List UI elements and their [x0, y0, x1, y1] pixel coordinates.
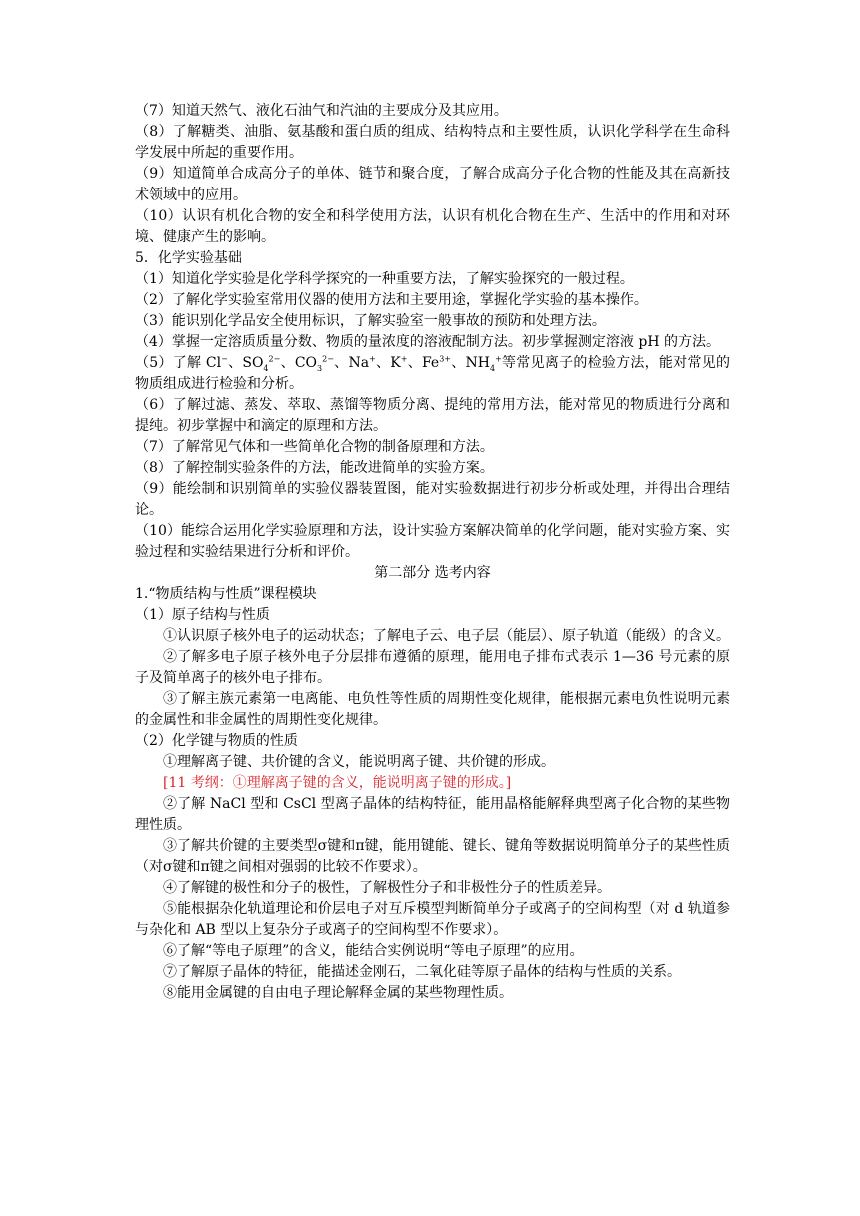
bond-item-1: ①理解离子键、共价键的含义，能说明离子键、共价键的形成。: [163, 754, 555, 770]
exp-item-2: （2）了解化学实验室常用仪器的使用方法和主要用途，掌握化学实验的基本操作。: [135, 292, 648, 308]
exp-item-3: （3）能识别化学品安全使用标识，了解实验室一般事故的预防和处理方法。: [135, 313, 606, 329]
bond-item-4: ④了解键的极性和分子的极性，了解极性分子和非极性分子的性质差异。: [163, 880, 611, 896]
document-page: [135, 101, 730, 1004]
exp-item-4: （4）掌握一定溶质质量分数、物质的量浓度的溶液配制方法。初步掌握测定溶液 pH 的方法。: [135, 334, 720, 350]
section-5-heading: 5．化学实验基础: [135, 250, 242, 266]
bond-item-7: ⑦了解原子晶体的特征，能描述金刚石，二氧化硅等原子晶体的结构与性质的关系。: [163, 964, 681, 980]
exp-item-9: （9）能绘制和识别简单的实验仪器装置图，能对实验数据进行初步分析或处理，并得出合理结论。: [135, 481, 730, 518]
exp-item-7: （7）了解常见气体和一些简单化合物的制备原理和方法。: [135, 439, 494, 455]
exp-item-1: （1）知道化学实验是化学科学探究的一种重要方法，了解实验探究的一般过程。: [135, 271, 634, 287]
bond-item-6: ⑥了解“等电子原理”的含义，能结合实例说明“等电子原理”的应用。: [163, 943, 584, 959]
exam-outline-note: [11 考纲：①理解离子键的含义，能说明离子键的形成。]: [163, 775, 512, 791]
part-2-title: 第二部分 选考内容: [374, 565, 491, 581]
subsection-2-heading: （2）化学键与物质的性质: [135, 733, 298, 749]
item-8-sugars: （8）了解糖类、油脂、氨基酸和蛋白质的组成、结构特点和主要性质，认识化学科学在生命科学发展中所起的重要作用。: [135, 124, 730, 161]
item-10-organic-safety: （10）认识有机化合物的安全和科学使用方法，认识有机化合物在生产、生活中的作用和对环境、健康产生的影响。: [135, 208, 730, 245]
item-7-natural-gas: （7）知道天然气、液化石油气和汽油的主要成分及其应用。: [135, 103, 508, 119]
exp-item-10: （10）能综合运用化学实验原理和方法，设计实验方案解决简单的化学问题，能对实验方案、实验过程和实验结果进行分析和评价。: [135, 523, 730, 560]
item-9-polymers: （9）知道简单合成高分子的单体、链节和聚合度，了解合成高分子化合物的性能及其在高新技术领域中的应用。: [135, 166, 730, 203]
bond-item-8: ⑧能用金属键的自由电子理论解释金属的某些物理性质。: [163, 985, 513, 1001]
bond-item-5: ⑤能根据杂化轨道理论和价层电子对互斥模型判断简单分子或离子的空间构型（对 d 轨道参与杂化和 AB 型以上复杂分子或离子的空间构型不作要求）。: [135, 901, 730, 938]
subsection-1-heading: （1）原子结构与性质: [135, 607, 270, 623]
atom-item-1: ①认识原子核外电子的运动状态；了解电子云、电子层（能层）、原子轨道（能级）的含义。: [163, 628, 730, 644]
module-1-heading: 1.“物质结构与性质”课程模块: [135, 586, 317, 602]
atom-item-2: ②了解多电子原子核外电子分层排布遵循的原理，能用电子排布式表示 1—36 号元素的原子及简单离子的核外电子排布。: [135, 649, 730, 686]
exp-item-6: （6）了解过滤、蒸发、萃取、蒸馏等物质分离、提纯的常用方法，能对常见的物质进行分离和提纯。初步掌握中和滴定的原理和方法。: [135, 397, 730, 434]
bond-item-3: ③了解共价键的主要类型σ键和π键，能用键能、键长、键角等数据说明简单分子的某些性质（对σ键和π键之间相对强弱的比较不作要求）。: [135, 838, 730, 875]
atom-item-3: ③了解主族元素第一电离能、电负性等性质的周期性变化规律，能根据元素电负性说明元素的金属性和非金属性的周期性变化规律。: [135, 691, 730, 728]
exp-item-5-ions: （5）了解 Cl−、$SO_4^{2-}$、$CO_3^{2-}$、Na+、K+、$Fe^{3+}$、$NH_4^+$等常见离子的检验方法，能对常见的物质组成进行检验和分析。: [135, 354, 730, 392]
exp-item-8: （8）了解控制实验条件的方法，能改进简单的实验方案。: [135, 460, 494, 476]
bond-item-2: ②了解 NaCl 型和 CsCl 型离子晶体的结构特征，能用晶格能解释典型离子化合物的某些物理性质。: [135, 796, 730, 833]
